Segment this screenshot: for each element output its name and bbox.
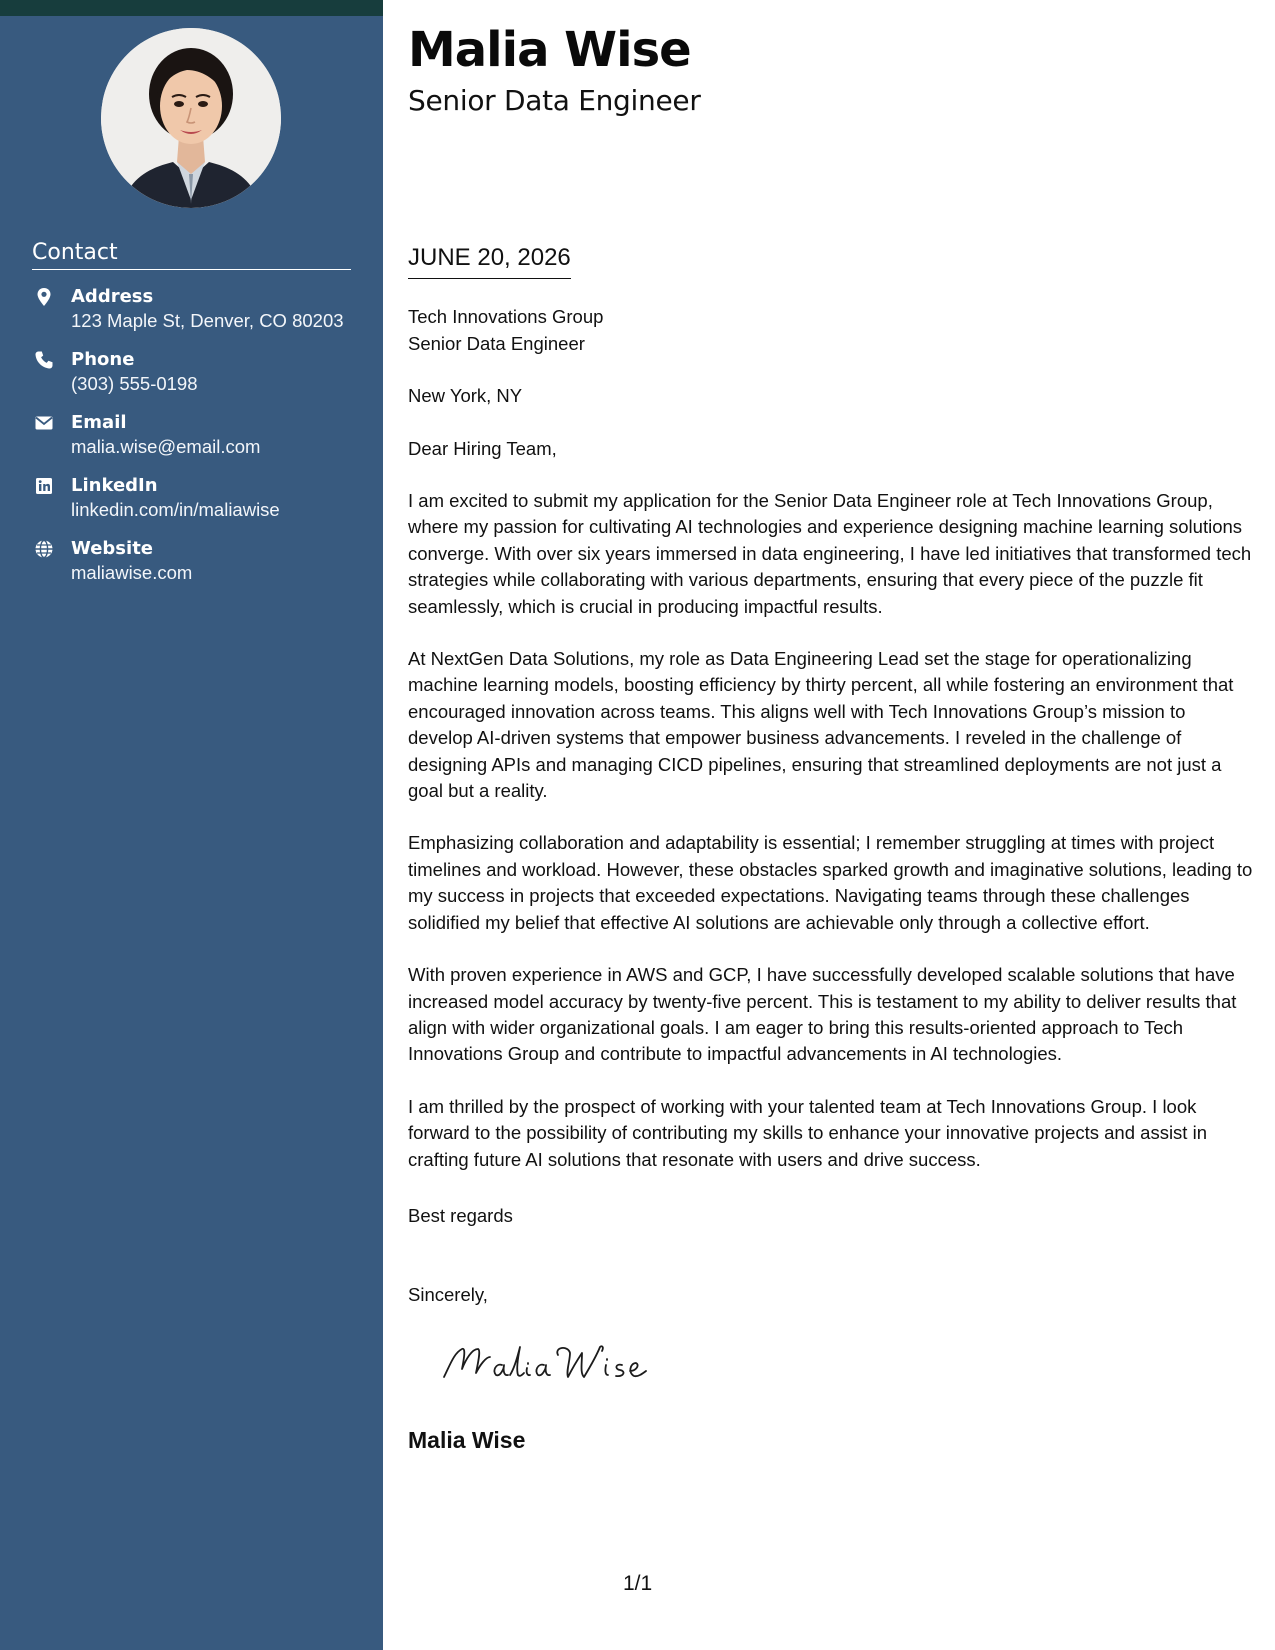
recipient-company: Tech Innovations Group xyxy=(408,306,604,327)
contact-value-linkedin[interactable]: linkedin.com/in/maliawise xyxy=(71,499,280,520)
contact-label: Website xyxy=(71,538,154,559)
avatar xyxy=(101,28,281,208)
signed-name: Malia Wise xyxy=(408,1427,526,1453)
sidebar xyxy=(0,0,383,1650)
closing: Best regards xyxy=(408,1205,513,1226)
letter-date: JUNE 20, 2026 xyxy=(408,244,571,279)
contact-item-linkedin xyxy=(32,474,362,537)
contact-heading: Contact xyxy=(32,240,351,270)
contact-value-phone: (303) 555-0198 xyxy=(71,373,198,394)
contact-label: Email xyxy=(71,412,127,433)
body-paragraph-5: I am thrilled by the prospect of working with your talented team at Tech Innovations Group. I look forward to the possibility of contributing my skills to enhance your innovative projects and assist in crafting future AI solutions that resonate with users and drive success. xyxy=(408,1095,1207,1170)
contact-label: Address xyxy=(71,286,154,307)
letter-body xyxy=(408,488,1253,1199)
body-paragraph-2: At NextGen Data Solutions, my role as Data Engineering Lead set the stage for operationalizing machine learning models, boosting efficiency by thirty percent, all while fostering an environment that encouraged innovation across teams. This aligns well with Tech Innovations Group’s mission to develop AI-driven systems that empower business advancements. I reveled in the challenge of designing APIs and managing CICD pipelines, ensuring that streamlined deployments are not just a goal but a reality. xyxy=(408,648,1234,802)
contact-item-website xyxy=(32,537,362,600)
avatar-portrait xyxy=(101,28,281,208)
map-pin-icon xyxy=(34,287,54,307)
linkedin-icon xyxy=(34,476,54,496)
contact-value-email[interactable]: malia.wise@email.com xyxy=(71,436,261,457)
body-paragraph-1: I am excited to submit my application for the Senior Data Engineer role at Tech Innovations Group, where my passion for cultivating AI technologies and experience designing machine learning solutions converge. With over six years immersed in data engineering, I have led initiatives that transformed tech strategies while collaborating with various departments, ensuring that every piece of the puzzle fit seamlessly, which is crucial in producing impactful results. xyxy=(408,490,1252,617)
body-paragraph-4: With proven experience in AWS and GCP, I have successfully developed scalable solutions that have increased model accuracy by twenty-five percent. This is testament to my ability to deliver results that align with wider organizational goals. I am eager to bring this results-oriented approach to Tech Innovations Group and contribute to impactful advancements in AI technologies. xyxy=(408,964,1237,1065)
contact-label: LinkedIn xyxy=(71,475,158,496)
contact-item-email xyxy=(32,411,362,474)
envelope-icon xyxy=(34,413,54,433)
salutation: Dear Hiring Team, xyxy=(408,438,557,459)
contact-value-website[interactable]: maliawise.com xyxy=(71,562,193,583)
phone-icon xyxy=(34,350,54,370)
signature-image xyxy=(440,1335,670,1395)
page-number: 1/1 xyxy=(623,1572,653,1595)
contact-item-phone xyxy=(32,348,362,411)
contact-item-address xyxy=(32,285,362,348)
signoff: Sincerely, xyxy=(408,1284,488,1305)
applicant-name: Malia Wise xyxy=(408,22,691,78)
globe-icon xyxy=(34,539,54,559)
contact-label: Phone xyxy=(71,349,135,370)
contact-list xyxy=(32,285,362,600)
recipient-role: Senior Data Engineer xyxy=(408,333,585,354)
handwritten-signature xyxy=(440,1335,670,1395)
body-paragraph-3: Emphasizing collaboration and adaptability is essential; I remember struggling at times with project timelines and workload. However, these obstacles sparked growth and imaginative solutions, leading to my success in projects that exceeded expectations. Navigating teams through these challenges solidified my belief that effective AI solutions are achievable only through a collective effort. xyxy=(408,832,1253,933)
sidebar-top-bar xyxy=(0,0,383,16)
recipient-block xyxy=(408,303,603,357)
applicant-job-title: Senior Data Engineer xyxy=(408,84,701,117)
contact-value-address: 123 Maple St, Denver, CO 80203 xyxy=(71,310,344,331)
recipient-location: New York, NY xyxy=(408,385,523,406)
